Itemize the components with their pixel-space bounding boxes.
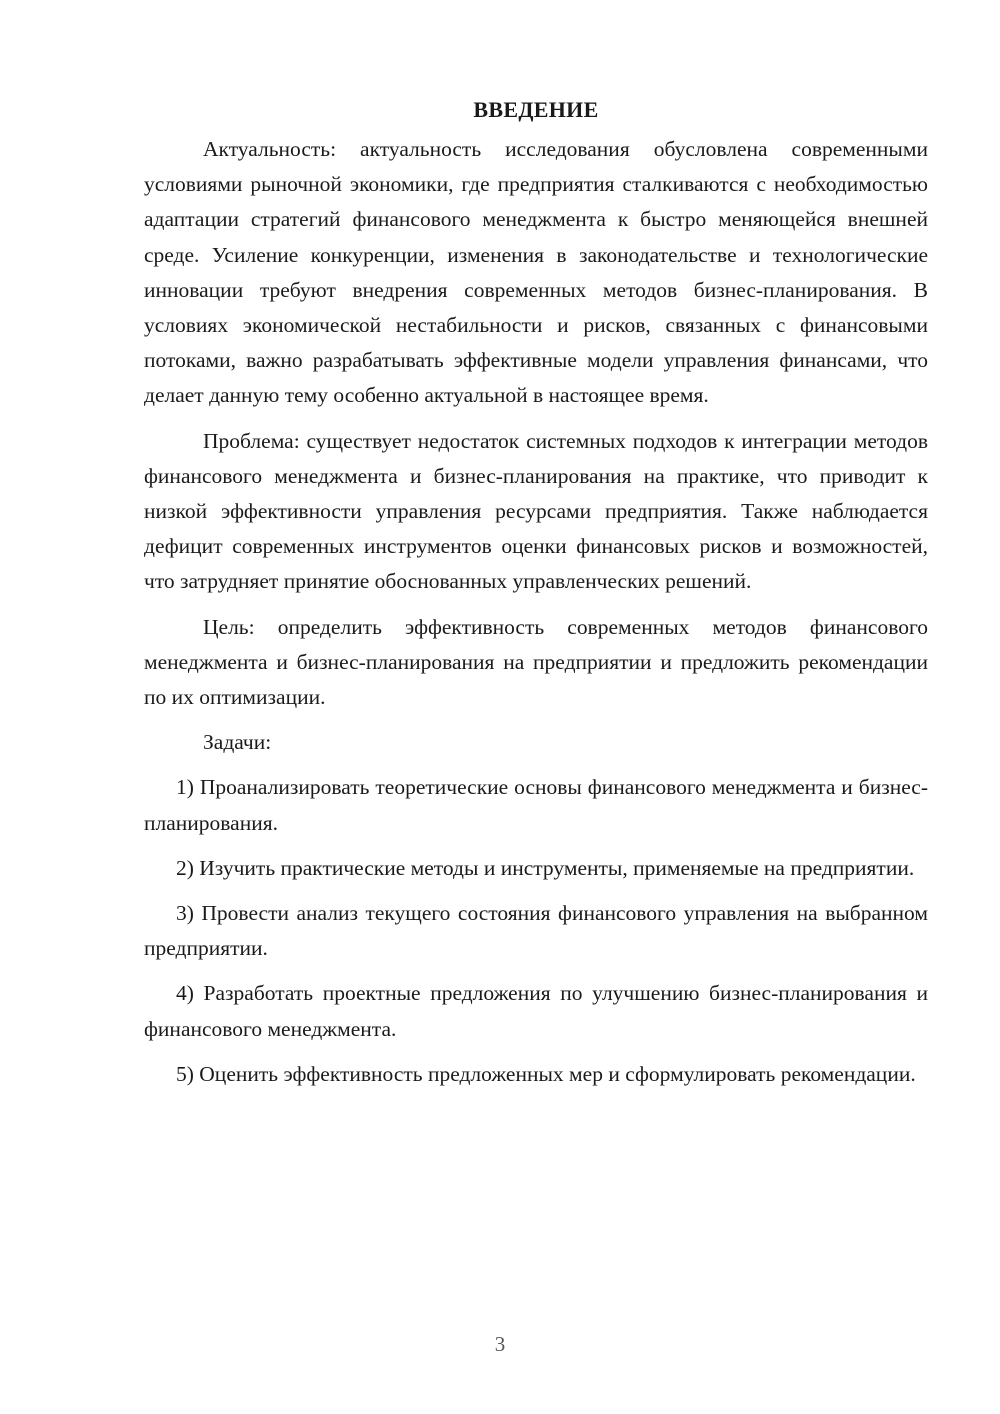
tasks-label: Задачи: — [203, 730, 272, 755]
task-item-2: 2) Изучить практические методы и инструменты, применяемые на предприятии. — [176, 855, 915, 880]
task-item-1: 1) Проанализировать теоретические основы финансового менеджмента и бизнес-планирования. — [144, 775, 928, 835]
task-item-3: 3) Провести анализ текущего состояния финансового управления на выбранном предприятии. — [144, 901, 928, 961]
problem-paragraph: Проблема: существует недостаток системных подходов к интеграции методов финансового менеджмента и бизнес-планирования на практике, что приводит к низкой эффективности управления ресурсами предприятия. Также наблюдается дефицит современных инструментов оценки финансовых рисков и возможностей, что затрудняет принятие обоснованных управленческих решений. — [144, 428, 928, 594]
page-number: 3 — [494, 1332, 506, 1356]
task-item-5: 5) Оценить эффективность предложенных мер и сформулировать рекомендации. — [176, 1061, 916, 1086]
task-item-4: 4) Разработать проектные предложения по улучшению бизнес-планирования и финансового менеджмента. — [144, 981, 928, 1041]
section-heading: ВВЕДЕНИЕ — [473, 97, 599, 122]
goal-paragraph: Цель: определить эффективность современных методов финансового менеджмента и бизнес-планирования на предприятии и предложить рекомендации по их оптимизации. — [144, 614, 928, 710]
document-page — [144, 92, 928, 1092]
relevance-paragraph: Актуальность: актуальность исследования обусловлена современными условиями рыночной экономики, где предприятия сталкиваются с необходимостью адаптации стратегий финансового менеджмента к быстро меняющейся внешней среде. Усиление конкуренции, изменения в законодательстве и технологические инновации требуют внедрения современных методов бизнес-планирования. В условиях экономической нестабильности и рисков, связанных с финансовыми потоками, важно разрабатывать эффективные модели управления финансами, что делает данную тему особенно актуальной в настоящее время. — [144, 137, 928, 408]
